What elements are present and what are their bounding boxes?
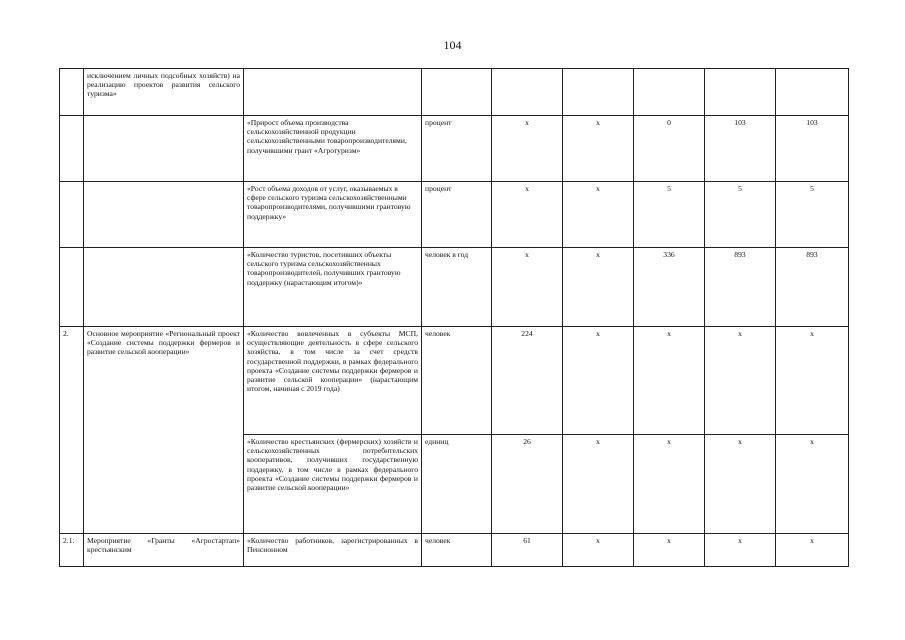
indicators-table	[59, 68, 849, 567]
value-cell	[563, 69, 634, 116]
value-cell: 893	[776, 248, 849, 327]
value-cell: х	[492, 248, 563, 327]
table-row	[60, 182, 849, 248]
value-cell: х	[634, 327, 705, 435]
value-cell: х	[563, 327, 634, 435]
value-cell: 336	[634, 248, 705, 327]
event-name: исключением личных подсобных хозяйств) на реализацию проектов развития сельского туризма»	[84, 69, 244, 116]
unit	[422, 69, 492, 116]
value-cell: х	[563, 116, 634, 182]
row-number	[60, 69, 84, 116]
value-cell: х	[776, 534, 849, 567]
row-number	[60, 182, 84, 248]
indicator-name: «Количество вовлеченных в субъекты МСП, осуществляющие деятельность в сфере сельского хозяйства, в том числе за счет средств государственной поддержки, в рамках федерального проекта «Создание системы поддержки фермеров и развитие сельской кооперации» (нарастающим итогом, начиная с 2019 года)	[244, 327, 422, 435]
value-cell: х	[563, 435, 634, 534]
value-cell	[634, 69, 705, 116]
table-row	[60, 69, 849, 116]
unit: единиц	[422, 435, 492, 534]
unit: процент	[422, 182, 492, 248]
value-cell: 61	[492, 534, 563, 567]
event-name	[84, 182, 244, 248]
indicator-name	[244, 69, 422, 116]
value-cell	[705, 69, 776, 116]
value-cell: х	[563, 248, 634, 327]
value-cell: 5	[634, 182, 705, 248]
value-cell	[492, 69, 563, 116]
row-number	[60, 248, 84, 327]
event-name: Основное мероприятие «Региональный проект «Создание системы поддержки фермеров и развитие сельской кооперации»	[84, 327, 244, 534]
unit: человек в год	[422, 248, 492, 327]
value-cell: х	[634, 534, 705, 567]
indicator-name: «Количество работников, зарегистрированных в Пенсионном	[244, 534, 422, 567]
indicator-name: «Количество туристов, посетивших объекты сельского туризма сельскохозяйственных товаропроизводителей, получивших грантовую поддержку (нарастающим итогом)»	[244, 248, 422, 327]
value-cell: х	[563, 534, 634, 567]
value-cell	[776, 69, 849, 116]
table-row	[60, 327, 849, 435]
value-cell: 5	[705, 182, 776, 248]
value-cell: 893	[705, 248, 776, 327]
row-number	[60, 116, 84, 182]
value-cell: х	[705, 435, 776, 534]
event-name	[84, 116, 244, 182]
row-number: 2.1.	[60, 534, 84, 567]
indicator-name: «Прирост объема производства сельскохозяйственной продукции сельскохозяйственными товаропроизводителями, получившими грант «Агротуризм»	[244, 116, 422, 182]
value-cell: х	[492, 182, 563, 248]
value-cell: 103	[776, 116, 849, 182]
page-number: 104	[443, 38, 462, 52]
value-cell: х	[563, 182, 634, 248]
value-cell: 103	[705, 116, 776, 182]
row-number: 2.	[60, 327, 84, 534]
value-cell: х	[776, 327, 849, 435]
table-row	[60, 248, 849, 327]
value-cell: 0	[634, 116, 705, 182]
value-cell: 224	[492, 327, 563, 435]
event-name: Мероприятие «Гранты «Агростартап» крестьянским	[84, 534, 244, 567]
value-cell: 26	[492, 435, 563, 534]
table-row	[60, 534, 849, 567]
unit: человек	[422, 327, 492, 435]
event-name	[84, 248, 244, 327]
indicator-name: «Количество крестьянских (фермерских) хозяйств и сельскохозяйственных потребительских кооперативов, получивших государственную поддержку, в том числе в рамках федерального проекта «Создание системы поддержки фермеров и развитие сельской кооперации»	[244, 435, 422, 534]
value-cell: х	[634, 435, 705, 534]
indicator-name: «Рост объема доходов от услуг, оказываемых в сфере сельского туризма сельскохозяйственными товаропроизводителями, получившими грантовую поддержку»	[244, 182, 422, 248]
value-cell: х	[705, 534, 776, 567]
unit: процент	[422, 116, 492, 182]
value-cell: 5	[776, 182, 849, 248]
table-row	[60, 116, 849, 182]
value-cell: х	[492, 116, 563, 182]
value-cell: х	[776, 435, 849, 534]
value-cell: х	[705, 327, 776, 435]
unit: человек	[422, 534, 492, 567]
